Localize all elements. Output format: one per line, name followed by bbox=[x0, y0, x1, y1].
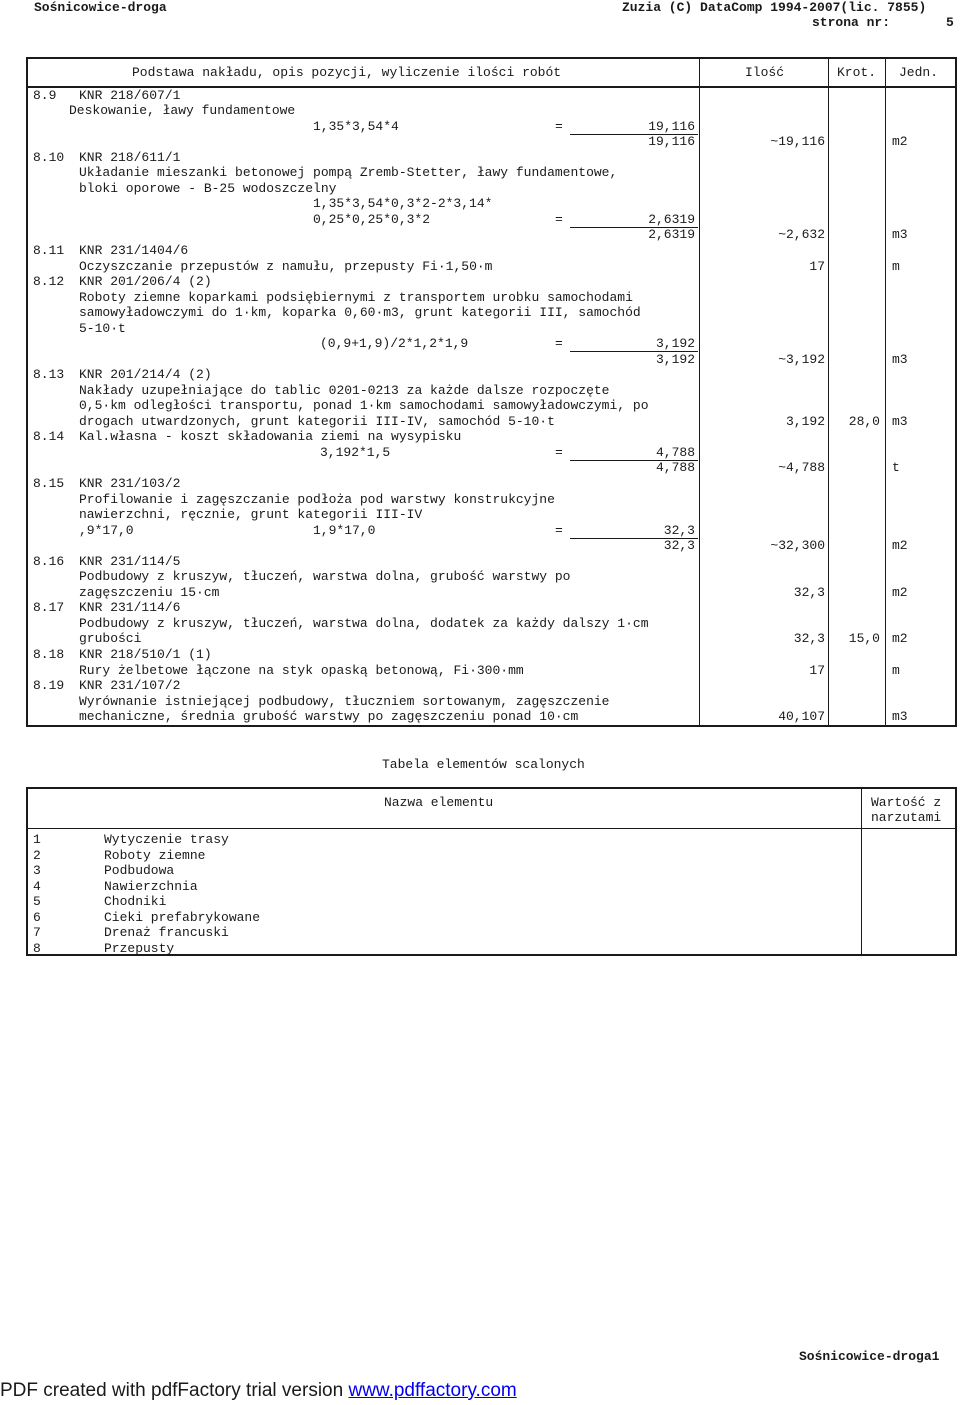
position-text: bloki oporowe - B-25 wodoszczelny bbox=[79, 181, 337, 196]
unit-value: m3 bbox=[892, 227, 908, 242]
footer-pdf-text: PDF created with pdfFactory trial version bbox=[0, 1380, 349, 1401]
col-header-quantity: Ilość bbox=[745, 65, 785, 80]
subtotal-value: 32,3 bbox=[663, 538, 695, 553]
unit-value: m2 bbox=[892, 585, 908, 600]
unit-value: m3 bbox=[892, 709, 908, 724]
elements-table-title: Tabela elementów scalonych bbox=[382, 757, 585, 772]
position-text: (0,9+1,9)/2*1,2*1,9 bbox=[320, 336, 469, 351]
position-text: ,9*17,0 bbox=[79, 523, 134, 538]
unit-value: m2 bbox=[892, 631, 908, 646]
element-number: 7 bbox=[33, 925, 41, 940]
position-text: 5-10·t bbox=[79, 321, 126, 336]
element-number: 2 bbox=[33, 847, 41, 863]
header-page-label: strona nr: bbox=[812, 15, 891, 30]
position-text: Układanie mieszanki betonowej pompą Zremb-Stetter, ławy fundamentowe, bbox=[79, 165, 618, 180]
quantity-value: 3,192 bbox=[785, 414, 825, 429]
position-code: KNR 231/114/5 bbox=[79, 554, 181, 569]
element-name: Nawierzchnia bbox=[104, 878, 198, 894]
equals-sign: = bbox=[555, 523, 563, 538]
elements-col-header-value-line2: narzutami bbox=[871, 810, 942, 825]
pdffactory-link[interactable]: www.pdffactory.com bbox=[348, 1380, 517, 1401]
equals-sign: = bbox=[555, 336, 563, 351]
elements-col-header-value-line1: Wartość z bbox=[871, 795, 942, 810]
footer-pdf-notice bbox=[0, 1380, 517, 1402]
elements-col-header-name: Nazwa elementu bbox=[384, 795, 494, 810]
element-name: Roboty ziemne bbox=[104, 847, 206, 863]
quantity-value: 40,107 bbox=[778, 709, 825, 724]
position-number: 8.18 bbox=[33, 647, 65, 662]
position-code: KNR 218/510/1 (1) bbox=[79, 647, 212, 662]
quantity-value: ~3,192 bbox=[778, 352, 825, 367]
position-text: 3,192*1,5 bbox=[320, 445, 391, 460]
position-text: drogach utwardzonych, grunt kategorii III-IV, samochód 5-10·t bbox=[79, 414, 555, 429]
calc-value: 2,6319 bbox=[648, 212, 695, 227]
element-number: 3 bbox=[33, 863, 41, 878]
position-code: KNR 231/114/6 bbox=[79, 600, 181, 615]
elements-table-header-divider bbox=[27, 828, 956, 829]
position-text: Profilowanie i zagęszczanie podłoża pod warstwy konstrukcyjne bbox=[79, 492, 555, 507]
col-header-multiplier: Krot. bbox=[837, 65, 877, 80]
element-name: Cieki prefabrykowane bbox=[104, 909, 261, 925]
position-text: Rury żelbetowe łączone na styk opaską betonową, Fi·300·mm bbox=[79, 663, 524, 678]
position-number: 8.15 bbox=[33, 476, 65, 491]
position-code: KNR 231/1404/6 bbox=[79, 243, 189, 258]
position-number: 8.17 bbox=[33, 600, 65, 615]
multiplier-value: 15,0 bbox=[848, 631, 880, 646]
position-text: 0,5·km odległości transportu, ponad 1·km samochodami samowyładowczymi, po bbox=[79, 398, 649, 413]
position-number: 8.10 bbox=[33, 150, 65, 165]
position-text: 1,35*3,54*0,3*2-2*3,14* bbox=[313, 196, 493, 211]
quantity-value: ~19,116 bbox=[770, 134, 825, 149]
element-number: 4 bbox=[33, 878, 41, 894]
position-code: Kal.własna - koszt składowania ziemi na wysypisku bbox=[79, 429, 462, 444]
subtotal-value: 3,192 bbox=[655, 352, 695, 367]
header-page-number: 5 bbox=[946, 15, 954, 30]
position-code: KNR 231/103/2 bbox=[79, 476, 181, 491]
calc-value: 32,3 bbox=[663, 523, 695, 538]
position-code: KNR 231/107/2 bbox=[79, 678, 181, 693]
element-number: 5 bbox=[33, 894, 41, 909]
col-divider-krot bbox=[828, 58, 829, 726]
element-name: Wytyczenie trasy bbox=[104, 832, 229, 847]
position-text: Podbudowy z kruszyw, tłuczeń, warstwa dolna, grubość warstwy po bbox=[79, 569, 571, 584]
position-number: 8.16 bbox=[33, 554, 65, 569]
position-number: 8.12 bbox=[33, 274, 65, 289]
equals-sign: = bbox=[555, 445, 563, 460]
element-number: 8 bbox=[33, 940, 41, 956]
quantity-value: 32,3 bbox=[793, 585, 825, 600]
quantity-value: 17 bbox=[809, 259, 825, 274]
position-text: Podbudowy z kruszyw, tłuczeń, warstwa dolna, dodatek za każdy dalszy 1·cm bbox=[79, 616, 649, 631]
unit-value: m3 bbox=[892, 352, 908, 367]
col-divider-qty bbox=[699, 58, 700, 726]
element-number: 6 bbox=[33, 909, 41, 925]
col-header-unit: Jedn. bbox=[899, 65, 939, 80]
header-project-name: Sośnicowice-droga bbox=[34, 0, 167, 15]
calc-value: 3,192 bbox=[655, 336, 695, 351]
equals-sign: = bbox=[555, 212, 563, 227]
subtotal-value: 19,116 bbox=[648, 134, 695, 149]
position-text: Wyrównanie istniejącej podbudowy, tłuczniem sortowanym, zagęszczenie bbox=[79, 694, 610, 709]
element-number: 1 bbox=[33, 832, 41, 847]
position-code: KNR 218/611/1 bbox=[79, 150, 181, 165]
position-text: Deskowanie, ławy fundamentowe bbox=[69, 103, 296, 118]
position-code: KNR 201/206/4 (2) bbox=[79, 274, 212, 289]
calc-value: 19,116 bbox=[648, 119, 695, 134]
quantity-value: 17 bbox=[809, 663, 825, 678]
equals-sign: = bbox=[555, 119, 563, 134]
subtotal-value: 4,788 bbox=[655, 460, 695, 475]
position-number: 8.19 bbox=[33, 678, 65, 693]
position-code: KNR 218/607/1 bbox=[79, 88, 181, 103]
col-header-description: Podstawa nakładu, opis pozycji, wyliczenie ilości robót bbox=[132, 65, 562, 80]
subtotal-value: 2,6319 bbox=[648, 227, 695, 242]
position-number: 8.9 bbox=[33, 88, 57, 103]
position-formula: 1,9*17,0 bbox=[313, 523, 376, 538]
position-text: Roboty ziemne koparkami podsiębiernymi z transportem urobku samochodami bbox=[79, 290, 633, 305]
position-text: nawierzchni, ręcznie, grunt kategorii III-IV bbox=[79, 507, 423, 522]
elements-col-divider bbox=[861, 788, 862, 955]
element-name: Podbudowa bbox=[104, 863, 175, 878]
position-text: samowyładowczymi do 1·km, koparka 0,60·m3, grunt kategorii III, samochód bbox=[79, 305, 641, 320]
quantity-value: ~4,788 bbox=[778, 460, 825, 475]
position-number: 8.14 bbox=[33, 429, 65, 444]
header-software-license: Zuzia (C) DataComp 1994-2007(lic. 7855) bbox=[622, 0, 927, 15]
quantity-value: 32,3 bbox=[793, 631, 825, 646]
footer-project-name: Sośnicowice-droga1 bbox=[799, 1349, 940, 1364]
unit-value: t bbox=[892, 460, 900, 475]
unit-value: m bbox=[892, 663, 900, 678]
element-name: Drenaż francuski bbox=[104, 925, 229, 940]
position-number: 8.13 bbox=[33, 367, 65, 382]
multiplier-value: 28,0 bbox=[848, 414, 880, 429]
position-number: 8.11 bbox=[33, 243, 65, 258]
unit-value: m3 bbox=[892, 414, 908, 429]
position-text: Nakłady uzupełniające do tablic 0201-0213 za każde dalsze rozpoczęte bbox=[79, 383, 610, 398]
position-text: mechaniczne, średnia grubość warstwy po zagęszczeniu ponad 10·cm bbox=[79, 709, 579, 724]
unit-value: m bbox=[892, 259, 900, 274]
position-text: grubości bbox=[79, 631, 142, 646]
col-divider-unit bbox=[885, 58, 886, 726]
unit-value: m2 bbox=[892, 134, 908, 149]
position-text: 0,25*0,25*0,3*2 bbox=[313, 212, 431, 227]
unit-value: m2 bbox=[892, 538, 908, 553]
quantity-value: ~2,632 bbox=[778, 227, 825, 242]
quantity-value: ~32,300 bbox=[770, 538, 825, 553]
calc-value: 4,788 bbox=[655, 445, 695, 460]
position-code: KNR 201/214/4 (2) bbox=[79, 367, 212, 382]
position-text: Oczyszczanie przepustów z namułu, przepusty Fi·1,50·m bbox=[79, 259, 493, 274]
element-name: Chodniki bbox=[104, 894, 167, 909]
position-text: 1,35*3,54*4 bbox=[313, 119, 399, 134]
position-text: zagęszczeniu 15·cm bbox=[79, 585, 220, 600]
element-name: Przepusty bbox=[104, 940, 175, 956]
